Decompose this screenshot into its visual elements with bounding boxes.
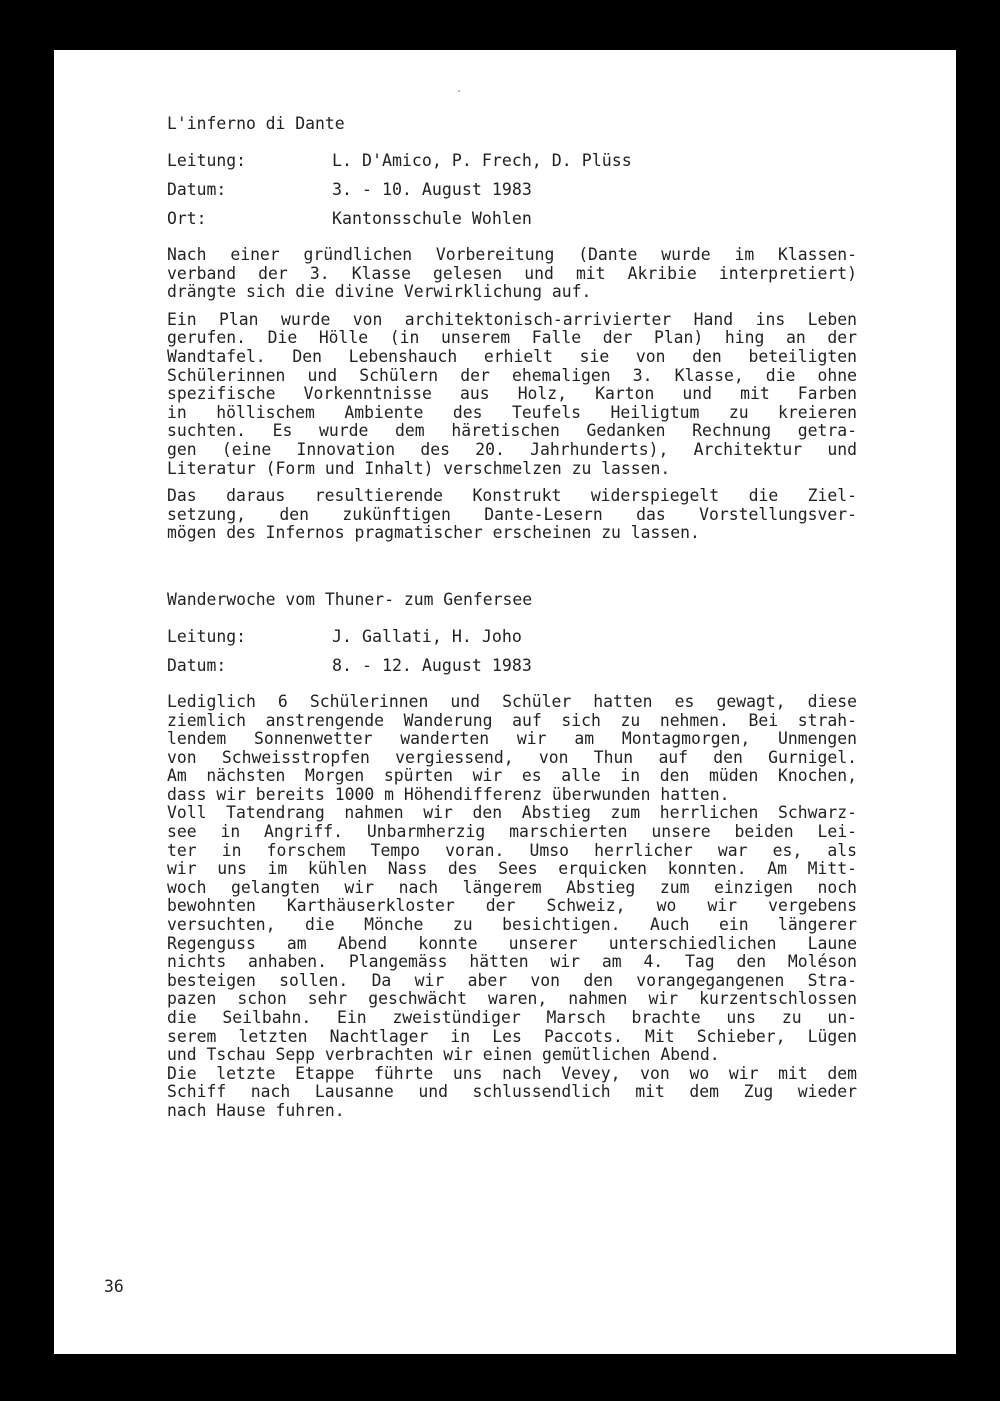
document-page [54, 50, 956, 1354]
meta-value: 3. - 10. August 1983 [332, 180, 532, 199]
paragraph [167, 692, 857, 1120]
text-line: bewohnten Karthäuserkloster der Schweiz, wo wir vergebens [167, 896, 857, 916]
text-line: Das daraus resultierende Konstrukt widerspiegelt die Ziel- [167, 486, 857, 506]
text-line: in höllischem Ambiente des Teufels Heiligtum zu kreieren [167, 402, 857, 422]
section-inferno [167, 114, 857, 542]
text-line: serem letzten Nachtlager in Les Paccots. Mit Schieber, Lügen [167, 1026, 857, 1046]
scan-speck [458, 90, 460, 92]
text-line: suchten. Es wurde dem häretischen Gedanken Rechnung getra- [167, 421, 857, 441]
text-line: see in Angriff. Unbarmherzig marschierten unsere beiden Lei- [167, 822, 857, 842]
text-line: setzung, den zukünftigen Dante-Lesern das Vorstellungsver- [167, 504, 857, 524]
meta-row-datum [167, 656, 857, 685]
text-line: ziemlich anstrengende Wanderung auf sich zu nehmen. Bei strah- [167, 710, 857, 730]
text-line: pazen schon sehr geschwächt waren, nahmen wir kurzentschlossen [167, 989, 857, 1009]
section-title: Wanderwoche vom Thuner- zum Genfersee [167, 589, 533, 609]
text-line: wir uns im kühlen Nass des Sees erquicken konnten. Am Mitt- [167, 859, 857, 879]
text-line: nach Hause fuhren. [167, 1100, 345, 1120]
text-line: Schülerinnen und Schülern der ehemaligen 3. Klasse, die ohne [167, 365, 857, 385]
page-content [167, 114, 857, 1120]
text-line: woch gelangten wir nach längerem Abstieg zum einzigen noch [167, 877, 857, 897]
meta-label: Ort: [167, 209, 207, 228]
paragraph [167, 245, 857, 301]
text-line: Ein Plan wurde von architektonisch-arrivierter Hand ins Leben [167, 309, 857, 329]
text-line: Die letzte Etappe führte uns nach Vevey, von wo wir mit dem [167, 1063, 857, 1083]
text-line: Am nächsten Morgen spürten wir es alle in den müden Knochen, [167, 766, 857, 786]
text-line: versuchten, die Mönche zu besichtigen. Auch ein längerer [167, 915, 857, 935]
text-line: drängte sich die divine Verwirklichung auf. [167, 282, 592, 302]
meta-row-ort [167, 209, 857, 238]
text-line: Regenguss am Abend konnte unserer unterschiedlichen Laune [167, 933, 857, 953]
section-wanderwoche [167, 590, 857, 1120]
text-line: spezifische Vorkenntnisse aus Holz, Karton und mit Farben [167, 384, 857, 404]
meta-value: Kantonsschule Wohlen [332, 209, 532, 228]
meta-value: L. D'Amico, P. Frech, D. Plüss [332, 151, 632, 170]
meta-label: Leitung: [167, 151, 246, 170]
paragraph [167, 310, 857, 477]
paragraph [167, 486, 857, 542]
text-line: verband der 3. Klasse gelesen und mit Akribie interpretiert) [167, 263, 857, 283]
text-line: lendem Sonnenwetter wanderten wir am Montagmorgen, Unmengen [167, 729, 857, 749]
text-line: ter in forschem Tempo voran. Umso herrlicher war es, als [167, 840, 857, 860]
text-line: nichts anhaben. Plangemäss hätten wir am 4. Tag den Moléson [167, 952, 857, 972]
meta-label: Datum: [167, 180, 227, 199]
meta-label: Datum: [167, 655, 227, 675]
meta-label: Leitung: [167, 626, 246, 646]
text-line: die Seilbahn. Ein zweistündiger Marsch brachte uns zu un- [167, 1008, 857, 1027]
meta-row-leitung [167, 151, 857, 180]
text-line: Nach einer gründlichen Vorbereitung (Dante wurde im Klassen- [167, 245, 857, 264]
page-number: 36 [104, 1277, 124, 1296]
meta-value: 8. - 12. August 1983 [332, 655, 532, 675]
text-line: Wandtafel. Den Lebenshauch erhielt sie von den beteiligten [167, 346, 857, 366]
meta-value: J. Gallati, H. Joho [332, 626, 522, 646]
meta-row-datum [167, 180, 857, 209]
meta-block [167, 151, 857, 238]
meta-row-leitung [167, 627, 857, 656]
text-line: mögen des Infernos pragmatischer erscheinen zu lassen. [167, 523, 700, 543]
text-line: Voll Tatendrang nahmen wir den Abstieg zum herrlichen Schwarz- [167, 803, 857, 823]
text-line: Lediglich 6 Schülerinnen und Schüler hatten es gewagt, diese [167, 691, 857, 711]
text-line: gerufen. Die Hölle (in unserem Falle der Plan) hing an der [167, 328, 857, 348]
text-line: gen (eine Innovation des 20. Jahrhunderts), Architektur und [167, 439, 857, 459]
text-line: dass wir bereits 1000 m Höhendifferenz überwunden hatten. [167, 784, 730, 804]
text-line: von Schweisstropfen vergiessend, von Thun auf den Gurnigel. [167, 747, 857, 767]
meta-block [167, 627, 857, 685]
section-title: L'inferno di Dante [167, 114, 345, 133]
text-line: Schiff nach Lausanne und schlussendlich mit dem Zug wieder [167, 1082, 857, 1102]
text-line: und Tschau Sepp verbrachten wir einen gemütlichen Abend. [167, 1045, 720, 1065]
text-line: besteigen sollen. Da wir aber von den vorangegangenen Stra- [167, 970, 857, 990]
text-line: Literatur (Form und Inhalt) verschmelzen zu lassen. [167, 458, 671, 478]
